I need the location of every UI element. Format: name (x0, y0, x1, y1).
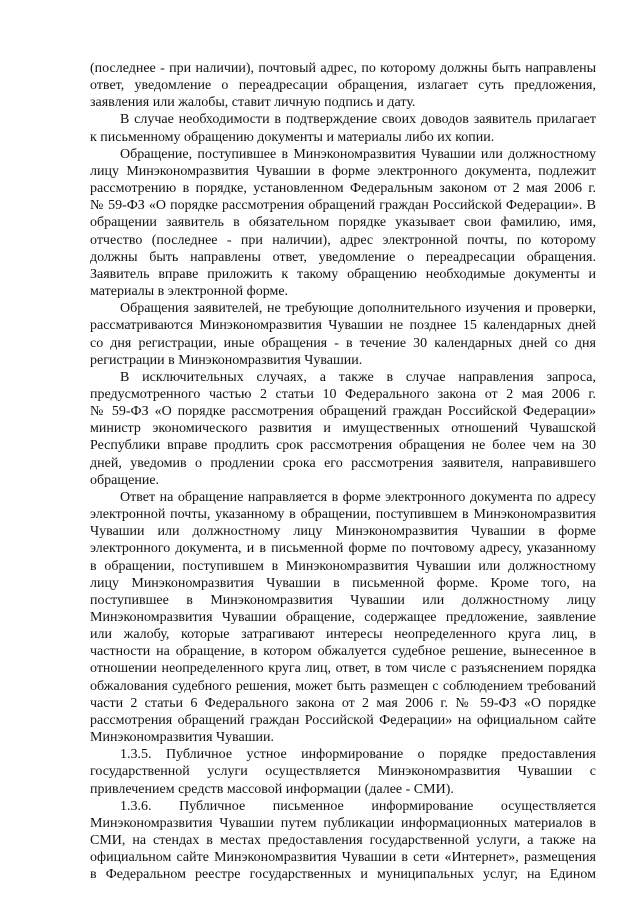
text-line: Республики вправе продлить срок рассмотрения обращения не более чем на 30 (90, 438, 596, 454)
text-line: № 59-ФЗ «О порядке рассмотрения обращений граждан Российской Федерации». В (90, 198, 596, 214)
paragraph (90, 111, 596, 145)
text-line: электронного документа, и в письменной форме по почтовому адресу, указанному (90, 541, 596, 557)
document-page (90, 60, 596, 884)
text-line: Минэкономразвития Чувашии путем публикации информационных материалов в (90, 815, 596, 831)
text-line: дней, уведомив о продлении срока его рассмотрения заявителя, направившего (90, 455, 596, 471)
text-line: лицу Минэкономразвития Чувашии в форме электронного документа, подлежит (90, 163, 596, 179)
paragraph (90, 746, 596, 797)
text-line: поступившее в Минэкономразвития Чувашии или должностному лицу (90, 592, 596, 608)
text-line: Минэкономразвития Чувашии. (90, 730, 275, 746)
text-line: Заявитель вправе приложить к такому обращению необходимые документы и (90, 266, 596, 282)
text-line: Ответ на обращение направляется в форме электронного документа по адресу (120, 489, 596, 505)
text-line: регистрации в Минэкономразвития Чувашии. (90, 352, 363, 368)
text-line: официальном сайте Минэкономразвития Чувашии в сети «Интернет», размещения (90, 850, 596, 866)
text-line: к письменному обращению документы и материалы либо их копии. (90, 129, 495, 145)
text-line: отчество (последнее - при наличии), адрес электронной почты, по которому (90, 232, 596, 248)
paragraph (90, 146, 596, 300)
text-line: Обращения заявителей, не требующие дополнительного изучения и проверки, (120, 301, 596, 317)
text-line: в Федеральном реестре государственных и муниципальных услуг, на Едином (90, 867, 596, 883)
text-line: отношении неопределенного круга лиц, ответ, в том числе с разъяснением порядка (90, 661, 596, 677)
text-line: Обращение, поступившее в Минэкономразвития Чувашии или должностному (120, 146, 596, 162)
text-line: привлечением средств массовой информации (далее - СМИ). (90, 781, 454, 797)
text-line: обращение. (90, 472, 160, 488)
text-line: лицу Минэкономразвития Чувашии в письменной форме. Кроме того, на (90, 575, 596, 591)
text-line: обращении заявитель в обязательном порядке указывает свои фамилию, имя, (90, 215, 596, 231)
text-line: № 59-ФЗ «О порядке рассмотрения обращений граждан Российской Федерации» (90, 404, 596, 420)
text-line: или жалобу, которые затрагивают интересы неопределенного круга лиц, в (90, 627, 596, 643)
text-line: государственной услуги осуществляется Минэкономразвития Чувашии с (90, 764, 596, 780)
paragraph (90, 60, 596, 111)
text-line: в обращении, поступившем в Минэкономразвития Чувашии или должностному (90, 558, 596, 574)
text-line: заявления или жалобы, ставит личную подпись и дату. (90, 95, 416, 111)
text-line: (последнее - при наличии), почтовый адрес, по которому должны быть направлены (90, 61, 596, 76)
text-line: В случае необходимости в подтверждение своих доводов заявитель прилагает (120, 112, 596, 128)
paragraph (90, 489, 596, 746)
text-line: Минэкономразвития Чувашии обращение, содержащее предложение, заявление (90, 610, 596, 625)
text-line: ответ, уведомление о переадресации обращения, излагает суть предложения, (90, 78, 596, 94)
text-line: министр экономического развития и имущественных отношений Чувашской (90, 421, 596, 437)
text-line: В исключительных случаях, а также в случае направления запроса, (120, 369, 596, 385)
text-line: 1.3.5. Публичное устное информирование о порядке предоставления (120, 747, 596, 763)
text-line: частности на обращение, в котором обжалуется судебное решение, вынесенное в (90, 644, 596, 660)
text-line: СМИ, на стендах в местах предоставления государственной услуги, а также на (90, 833, 596, 849)
text-line: электронной почты, указанному в обращении, поступившем в Минэкономразвития (90, 507, 596, 523)
paragraph (90, 369, 596, 489)
text-line: Чувашии или должностному лицу Минэкономразвития Чувашии в форме (90, 524, 596, 540)
text-line: части 2 статьи 6 Федерального закона от 2 мая 2006 г. № 59-ФЗ «О порядке (90, 695, 596, 711)
text-line: должны быть направлены ответ, уведомление о переадресации обращения. (90, 249, 596, 265)
text-line: материалы в электронной форме. (90, 284, 289, 300)
text-line: рассмотрения обращений граждан Российской Федерации» на официальном сайте (90, 712, 596, 728)
text-line: со дня регистрации, иные обращения - в течение 30 календарных дней со дня (90, 335, 596, 351)
paragraph (90, 300, 596, 369)
text-line: 1.3.6. Публичное письменное информирование осуществляется (120, 798, 596, 814)
text-line: обжалования судебного решения, может быть размещен с соблюдением требований (90, 678, 596, 694)
paragraph (90, 798, 596, 884)
text-line: рассматриваются Минэкономразвития Чувашии не позднее 15 календарных дней (90, 318, 596, 334)
text-line: предусмотренного частью 2 статьи 10 Федерального закона от 2 мая 2006 г. (90, 386, 596, 402)
text-line: рассмотрению в порядке, установленном Федеральным законом от 2 мая 2006 г. (90, 181, 596, 197)
